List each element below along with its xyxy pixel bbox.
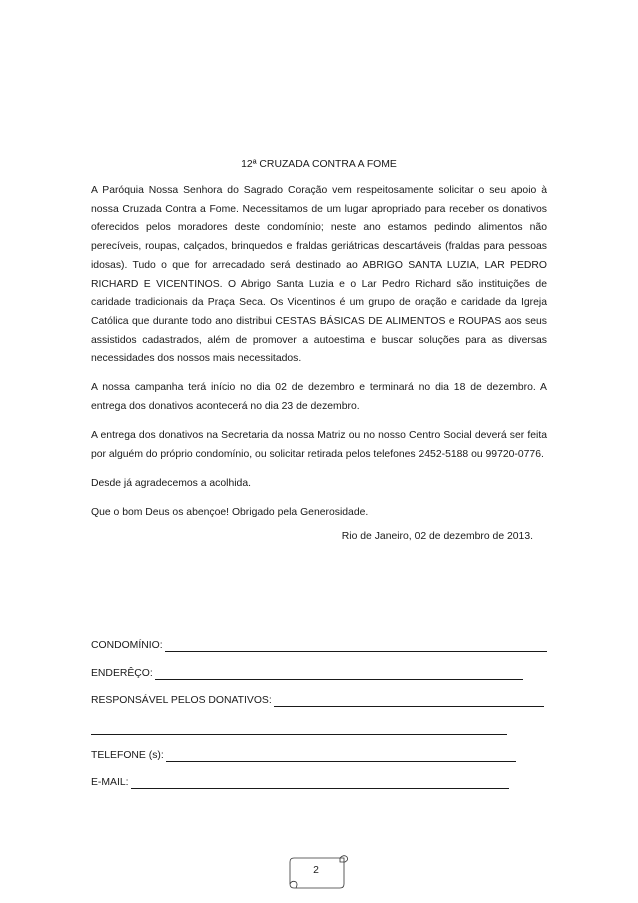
email-field bbox=[91, 765, 551, 792]
email-blank-line bbox=[131, 774, 509, 789]
extra-blank-line bbox=[91, 720, 507, 735]
campaign-dates-paragraph: A nossa campanha terá início no dia 02 de dezembro e terminará no dia 18 de dezembro. A entrega dos donativos acontecerá no dia 23 de dezembro. bbox=[91, 382, 547, 413]
page-number-scroll bbox=[288, 852, 350, 892]
thanks-paragraph: Desde já agradecemos a acolhida. bbox=[91, 477, 251, 489]
date-line: Rio de Janeiro, 02 de dezembro de 2013. bbox=[341, 531, 533, 543]
endereco-blank-line bbox=[155, 665, 523, 680]
delivery-paragraph: A entrega dos donativos na Secretaria da nossa Matriz ou no nosso Centro Social deverá ser feita por alguém do próprio condomínio, ou solicitar retirada pelos telefones 2452-5188 ou 99720-0776. bbox=[91, 430, 547, 460]
endereco-field bbox=[91, 655, 551, 682]
document-title: 12ª CRUZADA CONTRA A FOME bbox=[241, 159, 397, 170]
condominio-blank-line bbox=[165, 637, 547, 652]
telefone-field bbox=[91, 738, 551, 765]
intro-paragraph: A Paróquia Nossa Senhora do Sagrado Coração vem respeitosamente solicitar o seu apoio à nossa Cruzada Contra a Fome. Necessitamos de um lugar apropriado para receber os donativos oferecidos pelos moradores deste condomínio; neste ano estamos pedindo alimentos não perecíveis, roupas, calçados, brinquedos e fraldas geriátricas descartáveis (fraldas para pessoas idosas). Tudo o que for arrecadado será destinado ao ABRIGO SANTA LUZIA, LAR PEDRO RICHARD E VICENTINOS. O Abrigo Santa Luzia e o Lar Pedro Richard são instituições de caridade tradicionais da Praça Seca. Os Vicentinos é um grupo de oração e caridade da Igreja Católica que durante todo ano distribui CESTAS BÁSICAS DE ALIMENTOS e ROUPAS aos seus assistidos cadastrados, além de promover a autoestima e buscar soluções para as diversas necessidades dos nossos mais necessitados. bbox=[91, 185, 547, 365]
donation-form bbox=[91, 628, 551, 792]
blessing-paragraph: Que o bom Deus os abençoe! Obrigado pela Generosidade. bbox=[91, 506, 369, 518]
condominio-label: CONDOMÍNIO: bbox=[91, 640, 163, 652]
responsavel-blank-line bbox=[274, 692, 544, 707]
page-number: 2 bbox=[313, 865, 319, 876]
letter-body bbox=[91, 182, 547, 547]
responsavel-label: RESPONSÁVEL PELOS DONATIVOS: bbox=[91, 695, 272, 707]
email-label: E-MAIL: bbox=[91, 777, 129, 789]
endereco-label: ENDERÊÇO: bbox=[91, 667, 153, 679]
telefone-blank-line bbox=[166, 747, 516, 762]
telefone-label: TELEFONE (s): bbox=[91, 749, 164, 761]
condominio-field bbox=[91, 628, 551, 655]
extra-line-field bbox=[91, 710, 551, 737]
responsavel-field bbox=[91, 683, 551, 710]
